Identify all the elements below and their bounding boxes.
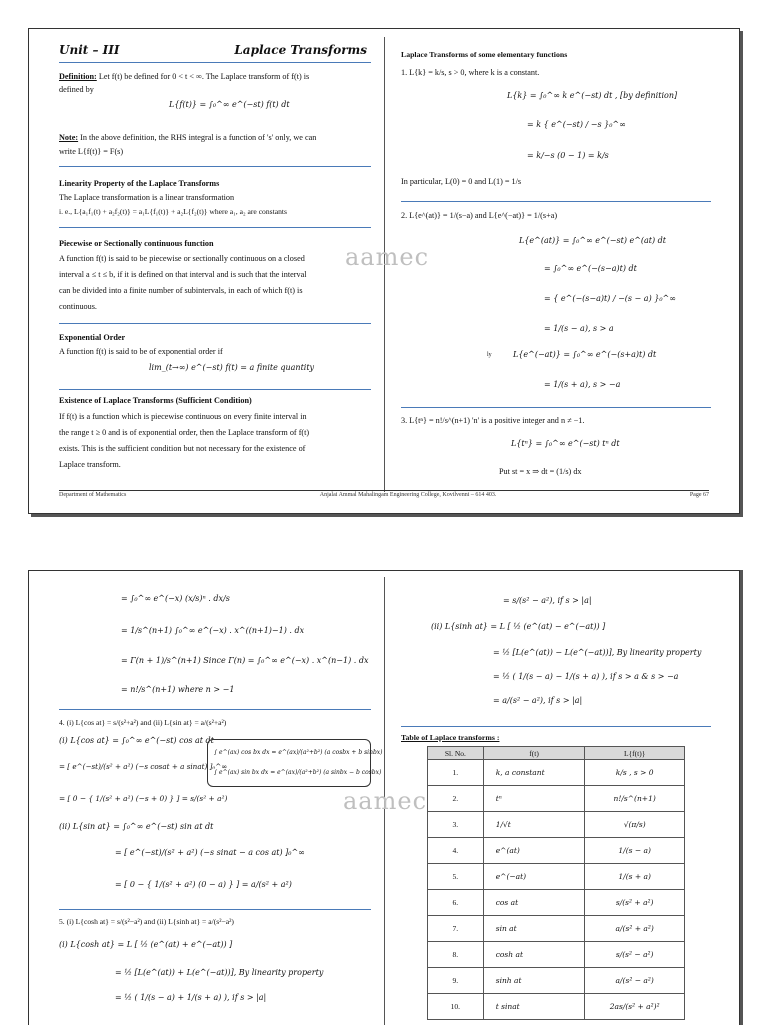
item-4-step-2: = [ e^(−st)/(s² + a²) (−s cosat + a sinat) ]₀^∞ bbox=[59, 762, 228, 771]
footer-college: Anjalai Ammal Mahalingam Engineering College, Kovilvenni – 614 403. bbox=[319, 492, 497, 498]
item-4-step-6: = [ 0 − { 1/(s² + a²) (0 − a) } ] = a/(s² + a²) bbox=[115, 880, 292, 889]
laplace-table bbox=[427, 746, 685, 1020]
item-4-title: 4. (i) L{cos at} = s/(s²+a²) and (ii) L{sin at} = a/(s²+a²) bbox=[59, 718, 227, 727]
cell-lf: s/(s² + a²) bbox=[585, 890, 685, 916]
item-5-step-3: = ½ ( 1/(s − a) + 1/(s + a) ), if s > |a| bbox=[115, 993, 267, 1002]
table-row bbox=[428, 812, 685, 838]
item-5-step-2: = ½ [L(e^(at)) + L(e^(−at))], By linearity property bbox=[115, 968, 324, 977]
cell-sl: 7. bbox=[428, 916, 484, 942]
item-4-step-4: (ii) L{sin at} = ∫₀^∞ e^(−st) sin at dt bbox=[59, 822, 214, 831]
item-2-title: 2. L{e^(at)} = 1/(s−a) and L{e^(−at)} = 1/(s+a) bbox=[401, 211, 558, 220]
page-68 bbox=[28, 570, 740, 1025]
cell-f: cosh at bbox=[483, 942, 585, 968]
table-row bbox=[428, 760, 685, 786]
cell-f: e^(−at) bbox=[483, 864, 585, 890]
cell-lf: s/(s² − a²) bbox=[585, 942, 685, 968]
watermark: aamec bbox=[343, 787, 428, 815]
existence-line-4: Laplace transform. bbox=[59, 460, 121, 469]
cell-sl: 3. bbox=[428, 812, 484, 838]
cell-f: sinh at bbox=[483, 968, 585, 994]
table-row bbox=[428, 968, 685, 994]
cell-sl: 8. bbox=[428, 942, 484, 968]
cell-f: cos at bbox=[483, 890, 585, 916]
tn-step-2: = 1/s^(n+1) ∫₀^∞ e^(−x) . x^((n+1)−1) . dx bbox=[121, 626, 305, 635]
box-formula-cos: ∫ e^(ax) cos bx dx = e^(ax)/(a²+b²) (a cosbx + b sinbx) bbox=[214, 749, 383, 756]
page-footer bbox=[59, 490, 709, 498]
piecewise-line-2: interval a ≤ t ≤ b, if it is defined on that interval and is such that the interval bbox=[59, 270, 307, 279]
table-row bbox=[428, 786, 685, 812]
cell-f: tⁿ bbox=[483, 786, 585, 812]
sinh-step-3: = ½ ( 1/(s − a) − 1/(s + a) ), if s > a & s > −a bbox=[493, 672, 679, 681]
cell-f: e^(at) bbox=[483, 838, 585, 864]
cell-sl: 9. bbox=[428, 968, 484, 994]
cell-lf: a/(s² − a²) bbox=[585, 968, 685, 994]
cell-lf: 2as/(s² + a²)² bbox=[585, 994, 685, 1020]
item-1-step-1: L{k} = ∫₀^∞ k e^(−st) dt , [by definition] bbox=[507, 91, 678, 100]
item-4-step-1: (i) L{cos at} = ∫₀^∞ e^(−st) cos at dt bbox=[59, 736, 214, 745]
cell-sl: 4. bbox=[428, 838, 484, 864]
footer-page-number: Page 67 bbox=[689, 492, 709, 498]
item-2-step-4: = 1/(s − a), s > a bbox=[544, 324, 614, 333]
definition-formula: L{f(t)} = ∫₀^∞ e^(−st) f(t) dt bbox=[169, 100, 290, 109]
page-67 bbox=[28, 28, 740, 514]
cell-lf: a/(s² + a²) bbox=[585, 916, 685, 942]
integral-formula-box bbox=[207, 739, 383, 787]
cell-f: t sinat bbox=[483, 994, 585, 1020]
cell-sl: 10. bbox=[428, 994, 484, 1020]
existence-heading: Existence of Laplace Transforms (Sufficient Condition) bbox=[59, 396, 252, 405]
sinh-step-1: (ii) L{sinh at} = L [ ½ (e^(at) − e^(−at)) ] bbox=[431, 622, 606, 631]
table-row bbox=[428, 942, 685, 968]
table-row bbox=[428, 864, 685, 890]
note-line-2: write L{f(t)} = F(s) bbox=[59, 147, 124, 156]
item-5-title: 5. (i) L{cosh at} = s/(s²−a²) and (ii) L{sinh at} = a/(s²−a²) bbox=[59, 917, 234, 926]
linearity-heading: Linearity Property of the Laplace Transforms bbox=[59, 179, 220, 188]
cell-lf: n!/s^(n+1) bbox=[585, 786, 685, 812]
unit-label: Unit – III bbox=[59, 43, 120, 57]
definition-line-1: Definition: Let f(t) be defined for 0 < t < ∞. The Laplace transform of f(t) is bbox=[59, 72, 310, 81]
item-2-step-1: L{e^(at)} = ∫₀^∞ e^(−st) e^(at) dt bbox=[519, 236, 667, 245]
table-row bbox=[428, 838, 685, 864]
tn-step-4: = n!/s^(n+1) where n > −1 bbox=[121, 685, 235, 694]
page-header bbox=[59, 43, 367, 57]
item-4-step-3: = [ 0 − { 1/(s² + a²) (−s + 0) } ] = s/(s² + a²) bbox=[59, 794, 228, 803]
header-function: f(t) bbox=[483, 747, 585, 760]
item-2-ly: ly bbox=[487, 352, 492, 358]
chapter-title: Laplace Transforms bbox=[234, 43, 367, 57]
elementary-heading: Laplace Transforms of some elementary functions bbox=[401, 50, 568, 59]
sinh-step-2: = ½ [L(e^(at)) − L(e^(−at))], By linearity property bbox=[493, 648, 702, 657]
cell-lf: 1/(s + a) bbox=[585, 864, 685, 890]
item-2-step-5: L{e^(−at)} = ∫₀^∞ e^(−(s+a)t) dt bbox=[513, 350, 657, 359]
header-transform: L{f(t)} bbox=[585, 747, 685, 760]
exp-order-text: A function f(t) is said to be of exponential order if bbox=[59, 347, 223, 356]
cell-lf: √(π/s) bbox=[585, 812, 685, 838]
linearity-line-2: i. e., L{a₁f₁(t) + a₂f₂(t)} = a₁L{f₁(t)} + a₂L{f₂(t)} where a₁, a₂ are constants bbox=[59, 207, 287, 216]
cell-sl: 6. bbox=[428, 890, 484, 916]
table-title: Table of Laplace transforms : bbox=[401, 733, 500, 742]
cell-sl: 1. bbox=[428, 760, 484, 786]
definition-line-2: defined by bbox=[59, 85, 94, 94]
table-row bbox=[428, 994, 685, 1020]
cell-sl: 5. bbox=[428, 864, 484, 890]
cell-f: 1/√t bbox=[483, 812, 585, 838]
cosh-result: = s/(s² − a²), if s > |a| bbox=[503, 596, 592, 605]
box-formula-sin: ∫ e^(ax) sin bx dx = e^(ax)/(a²+b²) (a sinbx − b cosbx) bbox=[214, 769, 382, 776]
piecewise-line-3: can be divided into a finite number of subintervals, in each of which f(t) is bbox=[59, 286, 303, 295]
table-row bbox=[428, 916, 685, 942]
tn-step-3: = Γ(n + 1)/s^(n+1) Since Γ(n) = ∫₀^∞ e^(−x) . x^(n−1) . dx bbox=[121, 656, 369, 665]
item-1-step-3: = k/−s (0 − 1) = k/s bbox=[527, 151, 609, 160]
cell-sl: 2. bbox=[428, 786, 484, 812]
item-3-title: 3. L{tⁿ} = n!/s^(n+1) 'n' is a positive integer and n ≠ −1. bbox=[401, 416, 585, 425]
cell-f: k, a constant bbox=[483, 760, 585, 786]
item-4-step-5: = [ e^(−st)/(s² + a²) (−s sinat − a cos at) ]₀^∞ bbox=[115, 848, 305, 857]
item-5-step-1: (i) L{cosh at} = L [ ½ (e^(at) + e^(−at)) ] bbox=[59, 940, 233, 949]
watermark: aamec bbox=[345, 243, 430, 271]
item-1-step-2: = k { e^(−st) / −s }₀^∞ bbox=[527, 120, 626, 129]
note-line-1: Note: In the above definition, the RHS integral is a function of 's' only, we can bbox=[59, 133, 317, 142]
cell-lf: 1/(s − a) bbox=[585, 838, 685, 864]
piecewise-heading: Piecewise or Sectionally continuous function bbox=[59, 239, 214, 248]
linearity-line-1: The Laplace transformation is a linear transformation bbox=[59, 193, 235, 202]
sinh-step-4: = a/(s² − a²), if s > |a| bbox=[493, 696, 583, 705]
cell-f: sin at bbox=[483, 916, 585, 942]
item-2-step-3: = { e^(−(s−a)t) / −(s − a) }₀^∞ bbox=[544, 294, 676, 303]
header-sl-no: Sl. No. bbox=[428, 747, 484, 760]
item-3-step-2: Put st = x ⇒ dt = (1/s) dx bbox=[499, 467, 582, 476]
item-1-title: 1. L{k} = k/s, s > 0, where k is a constant. bbox=[401, 68, 540, 77]
cell-lf: k/s , s > 0 bbox=[585, 760, 685, 786]
item-2-step-2: = ∫₀^∞ e^(−(s−a)t) dt bbox=[544, 264, 637, 273]
tn-step-1: = ∫₀^∞ e^(−x) (x/s)ⁿ . dx/s bbox=[121, 594, 230, 603]
piecewise-line-1: A function f(t) is said to be piecewise or sectionally continuous on a closed bbox=[59, 254, 305, 263]
item-3-step-1: L{tⁿ} = ∫₀^∞ e^(−st) tⁿ dt bbox=[511, 439, 620, 448]
existence-line-1: If f(t) is a function which is piecewise continuous on every finite interval in bbox=[59, 412, 307, 421]
footer-department: Department of Mathematics bbox=[59, 492, 127, 498]
piecewise-line-4: continuous. bbox=[59, 302, 97, 311]
item-1-particular: In particular, L(0) = 0 and L(1) = 1/s bbox=[401, 177, 522, 186]
existence-line-3: exists. This is the sufficient condition but not necessary for the existence of bbox=[59, 444, 306, 453]
table-row bbox=[428, 890, 685, 916]
table-header-row bbox=[428, 747, 685, 760]
item-2-step-6: = 1/(s + a), s > −a bbox=[544, 380, 621, 389]
exp-order-heading: Exponential Order bbox=[59, 333, 126, 342]
exp-order-formula: lim_(t→∞) e^(−st) f(t) = a finite quantity bbox=[149, 363, 315, 372]
existence-line-2: the range t ≥ 0 and is of exponential order, then the Laplace transform of f(t) bbox=[59, 428, 310, 437]
